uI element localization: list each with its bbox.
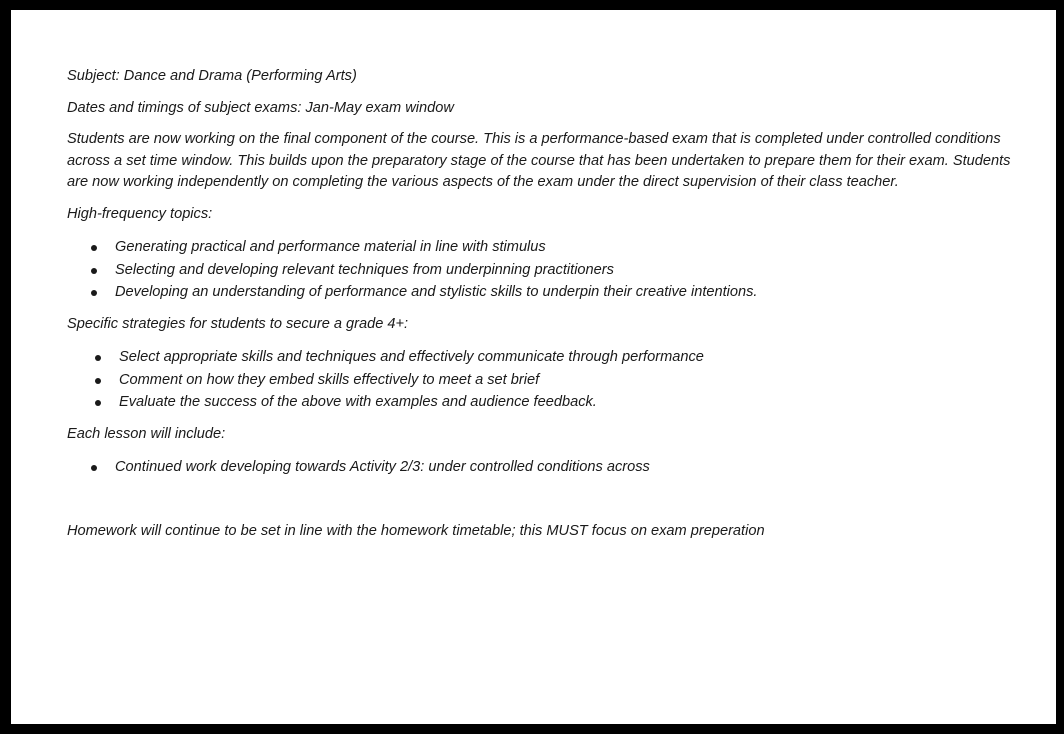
list-item-text: Select appropriate skills and techniques and effectively communicate through performance (119, 349, 704, 365)
list-item-text: Comment on how they embed skills effectively to meet a set brief (119, 371, 540, 388)
list-item (67, 236, 1012, 259)
list-item-text: Evaluate the success of the above with examples and audience feedback. (119, 394, 597, 410)
list-item (67, 391, 1012, 414)
topics-list (67, 236, 1012, 304)
list-item-text: Selecting and developing relevant techniques from underpinning practitioners (115, 261, 614, 278)
bullet-icon (91, 245, 97, 251)
list-item-text: Continued work developing towards Activity 2/3: under controlled conditions across (115, 459, 650, 475)
list-item (67, 346, 1012, 369)
list-item-text: Developing an understanding of performance and stylistic skills to underpin their creative intentions. (115, 284, 758, 300)
homework-line: Homework will continue to be set in line with the homework timetable; this MUST focus on exam preperation (67, 522, 765, 539)
exam-dates-line: Dates and timings of subject exams: Jan-May exam window (67, 99, 454, 116)
list-item (67, 456, 1012, 479)
list-item-text: Generating practical and performance material in line with stimulus (115, 239, 546, 255)
bullet-icon (95, 378, 101, 384)
bullet-icon (91, 465, 97, 471)
document-body (67, 66, 1012, 542)
strategies-heading: Specific strategies for students to secure a grade 4+: (67, 315, 409, 332)
bullet-icon (91, 290, 97, 296)
lesson-heading: Each lesson will include: (67, 425, 226, 442)
list-item (67, 281, 1012, 304)
document-page (11, 10, 1056, 724)
list-item (67, 369, 1012, 392)
lesson-list (67, 456, 1012, 479)
intro-paragraph: Students are now working on the final component of the course. This is a performance-based exam that is completed under controlled conditions across a set time window. This builds upon the preparatory stage of the course that has been undertaken to prepare them for their exam. Students are now working independently on completing the various aspects of the exam under the direct supervision of their class teacher. (67, 131, 1011, 190)
topics-heading: High-frequency topics: (67, 205, 213, 222)
list-item (67, 259, 1012, 282)
bullet-icon (95, 355, 101, 361)
bullet-icon (95, 400, 101, 406)
bullet-icon (91, 268, 97, 274)
subject-line: Subject: Dance and Drama (Performing Arts) (67, 68, 357, 84)
strategies-list (67, 346, 1012, 414)
